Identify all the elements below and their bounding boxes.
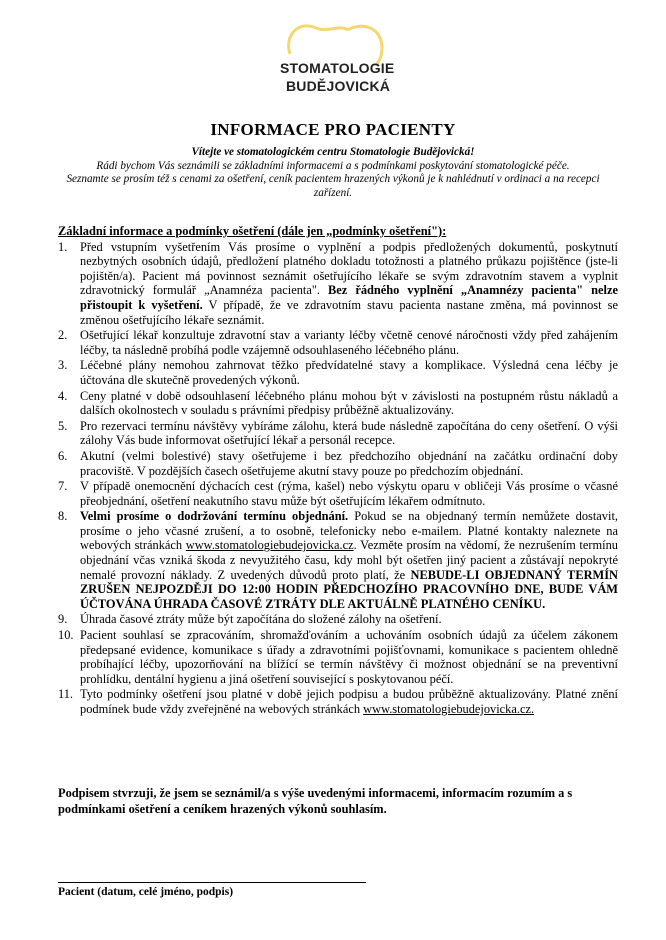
signature-statement: Podpisem stvrzuji, že jsem se seznámil/a s výše uvedenými informacemi, informacím rozumím a s podmínkami ošetření a ceníkem hrazených výkonů souhlasím. <box>58 786 573 816</box>
item-number: 10. <box>58 628 74 643</box>
item-text: Úhrada časové ztráty může být započítána do složené zálohy na ošetření. <box>80 612 442 627</box>
item-text: Ošetřující lékař konzultuje zdravotní stav a varianty léčby včetně cenové náročnosti vždy před zahájením léčby, ta následně probíhá podle vzájemně odsouhlaseného léčebného plánu. <box>80 328 618 357</box>
item-text: Akutní (velmi bolestivé) stavy ošetřujeme i bez předchozího objednání na začátku ordinační doby pracoviště. V pozdějších časech ošetřujeme akutní stavy pouze po předchozím objednání. <box>80 448 618 478</box>
list-item <box>58 328 618 357</box>
item-number: 11. <box>58 687 74 702</box>
website-link[interactable]: www.stomatologiebudejovicka.cz. <box>363 702 535 716</box>
item-text: . Vezměte prosím na vědomí, že nezrušením termínu objednání včas vzniká škoda z nevyužitého času, kdy mohl být ošetřen jiný pacient a zůstávají nepokryté nemalé provozní náklady. Z uvedených důvodů proto platí, že <box>80 538 618 582</box>
item-number: 6. <box>58 448 68 463</box>
page-title: INFORMACE PRO PACIENTY <box>210 120 456 139</box>
list-item <box>58 612 618 627</box>
list-item <box>58 509 618 611</box>
intro-price-note: Seznamte se prosím též s cenami za ošetření, ceník pacientem hrazených výkonů je k nahlédnutí v ordinaci a na recepci zařízení. <box>66 173 600 199</box>
signature-label: Pacient (datum, celé jméno, podpis) <box>58 886 234 898</box>
logo-line-2: BUDĚJOVICKÁ <box>286 78 391 94</box>
item-number: 5. <box>58 418 68 433</box>
item-text: V případě, že ve zdravotním stavu pacienta nastane změna, má povinnost se změnou ošetřujícího lékaře seznámit. <box>80 297 618 327</box>
intro-welcome: Vítejte ve stomatologickém centru Stomatologie Budějovická! <box>191 146 475 158</box>
item-text: Pacient souhlasí se zpracováním, shromažďováním a uchováním osobních údajů za účelem zákonem předepsané evidence, komunikace s úřady a zdravotními pojišťovnami, komunikace s pacientem ohledně probíhající léčby, upozorňování na blížící se termín návštěvy či možnost objednání se na preventivní prohlídku, dentální hygienu a jiná ošetření související s poskytovanou péčí. <box>80 628 618 686</box>
list-item <box>58 479 618 508</box>
item-number: 7. <box>58 479 68 494</box>
list-item <box>58 240 618 328</box>
list-item <box>58 687 618 716</box>
item-text: Před vstupním vyšetřením Vás prosíme o vyplnění a podpis předložených dokumentů, poskytnutí nezbytných osobních údajů, předložení platného dokladu totožnosti a platného průkazu pojištěnce (jste-li pojištěn/a). Pacient má povinnost seznámit ošetřujícího lékaře se svým zdravotním stavem a vyplnit zdravotnický formulář „Anamnéza pacienta". <box>80 239 618 298</box>
conditions-list <box>58 240 618 717</box>
item-text: V případě onemocnění dýchacích cest (rýma, kašel) nebo výskytu oparu v obličeji Vás prosíme o včasné přeobjednání, ošetření neakutního stavu může být ošetřujícím lékařem odmítnuto. <box>80 479 618 508</box>
list-item <box>58 449 618 478</box>
item-text-bold: NEBUDE-LI OBJEDNANÝ TERMÍN ZRUŠEN NEJPOZDĚJI DO 12:00 HODIN PŘEDCHOZÍHO PRACOVNÍHO DNE, BUDE VÁM ÚČTOVÁNA ÚHRADA ČASOVÉ ZTRÁTY DLE AKTUÁLNĚ PLATNÉHO CENÍKU. <box>80 567 618 611</box>
list-item <box>58 389 618 418</box>
item-number: 9. <box>58 612 68 627</box>
item-number: 3. <box>58 358 68 373</box>
item-number: 2. <box>58 328 68 343</box>
clinic-logo <box>250 18 430 98</box>
item-number: 1. <box>58 239 68 254</box>
list-item <box>58 358 618 387</box>
website-link[interactable]: www.stomatologiebudejovicka.cz <box>185 538 354 553</box>
item-number: 8. <box>58 509 68 524</box>
list-item <box>58 628 618 686</box>
item-text: Pro rezervaci termínu návštěvy vybíráme zálohu, která bude následně započítána do ceny ošetření. O výši zálohy Vás bude informovat ošetřující lékař a personál recepce. <box>80 418 618 448</box>
item-text-bold: Bez řádného vyplnění „Anamnézy pacienta" nelze přistoupit k vyšetření. <box>80 283 619 312</box>
conditions-section <box>58 224 618 718</box>
item-text: Pokud se na objednaný termín nemůžete dostavit, prosíme o jeho včasné zrušení, a to osobně, telefonicky nebo e-mailem. Platné kontakty naleznete na webových stránkách <box>80 509 618 553</box>
logo-line-1: STOMATOLOGIE <box>280 60 395 76</box>
item-text: Ceny platné v době odsouhlasení léčebného plánu mohou být v závislosti na postupném růstu nákladů a dalších okolnostech v souladu s právními předpisy průběžně aktualizovány. <box>80 388 618 418</box>
intro-text: Rádi bychom Vás seznámili se základními informacemi a s podmínkami poskytování stomatologické péče. <box>96 159 570 172</box>
list-item <box>58 419 618 448</box>
section-heading: Základní informace a podmínky ošetření (dále jen „podmínky ošetření"): <box>58 224 447 238</box>
item-text: Léčebné plány nemohou zahrnovat těžko předvídatelné stavy a komplikace. Výsledná cena léčby je účtována dle skutečně provedených výkonů. <box>80 358 618 387</box>
signature-line <box>58 882 366 883</box>
item-text-bold: Velmi prosíme o dodržování termínu objednání. <box>80 509 349 524</box>
item-number: 4. <box>58 388 68 403</box>
intro-block <box>55 146 611 200</box>
item-text: Tyto podmínky ošetření jsou platné v době jejich podpisu a budou průběžně aktualizovány. Platné znění podmínek bude vždy zveřejněné na webových stránkách <box>80 687 618 716</box>
